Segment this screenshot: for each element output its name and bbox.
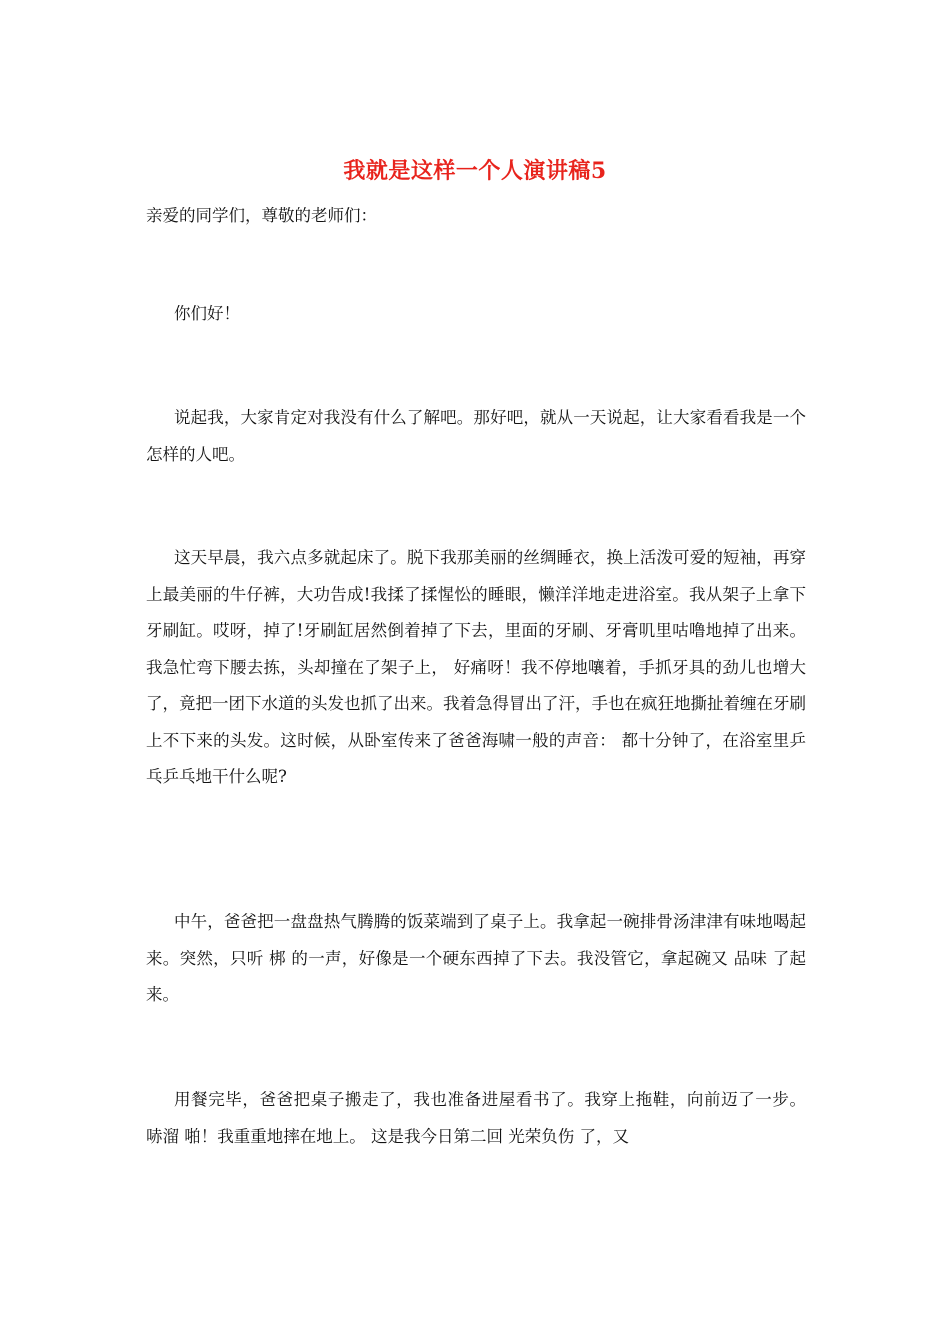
after-meal-paragraph: 用餐完毕，爸爸把桌子搬走了，我也准备进屋看书了。我穿上拖鞋，向前迈了一步。 哧溜 啪！我重重地摔在地上。 这是我今日第二回 光荣负伤 了，又 (146, 1090, 806, 1146)
morning-paragraph: 这天早晨，我六点多就起床了。脱下我那美丽的丝绸睡衣，换上活泼可爱的短袖，再穿上最美丽的牛仔裤，大功告成!我揉了揉惺忪的睡眼，懒洋洋地走进浴室。我从架子上拿下牙刷缸。哎呀，掉了!牙刷缸居然倒着掉了下去，里面的牙刷、牙膏叽里咕噜地掉了出来。我急忙弯下腰去拣，头却撞在了架子上， 好痛呀！我不停地嚷着，手抓牙具的劲儿也增大了，竟把一团下水道的头发也抓了出来。我着急得冒出了汗，手也在疯狂地撕扯着缠在牙刷上不下来的头发。这时候，从卧室传来了爸爸海啸一般的声音： 都十分钟了，在浴室里乒乓乒乓地干什么呢? (146, 548, 806, 786)
greeting-paragraph: 你们好！ (174, 304, 240, 323)
document-title: 我就是这样一个人演讲稿5 (343, 158, 607, 184)
noon-paragraph: 中午，爸爸把一盘盘热气腾腾的饭菜端到了桌子上。我拿起一碗排骨汤津津有味地喝起来。突然，只听 梆 的一声，好像是一个硬东西掉了下去。我没管它，拿起碗又 品味 了起来。 (146, 912, 806, 1004)
intro-paragraph: 说起我，大家肯定对我没有什么了解吧。那好吧，就从一天说起，让大家看看我是一个怎样的人吧。 (146, 408, 806, 464)
salutation-paragraph: 亲爱的同学们，尊敬的老师们： (146, 206, 377, 225)
